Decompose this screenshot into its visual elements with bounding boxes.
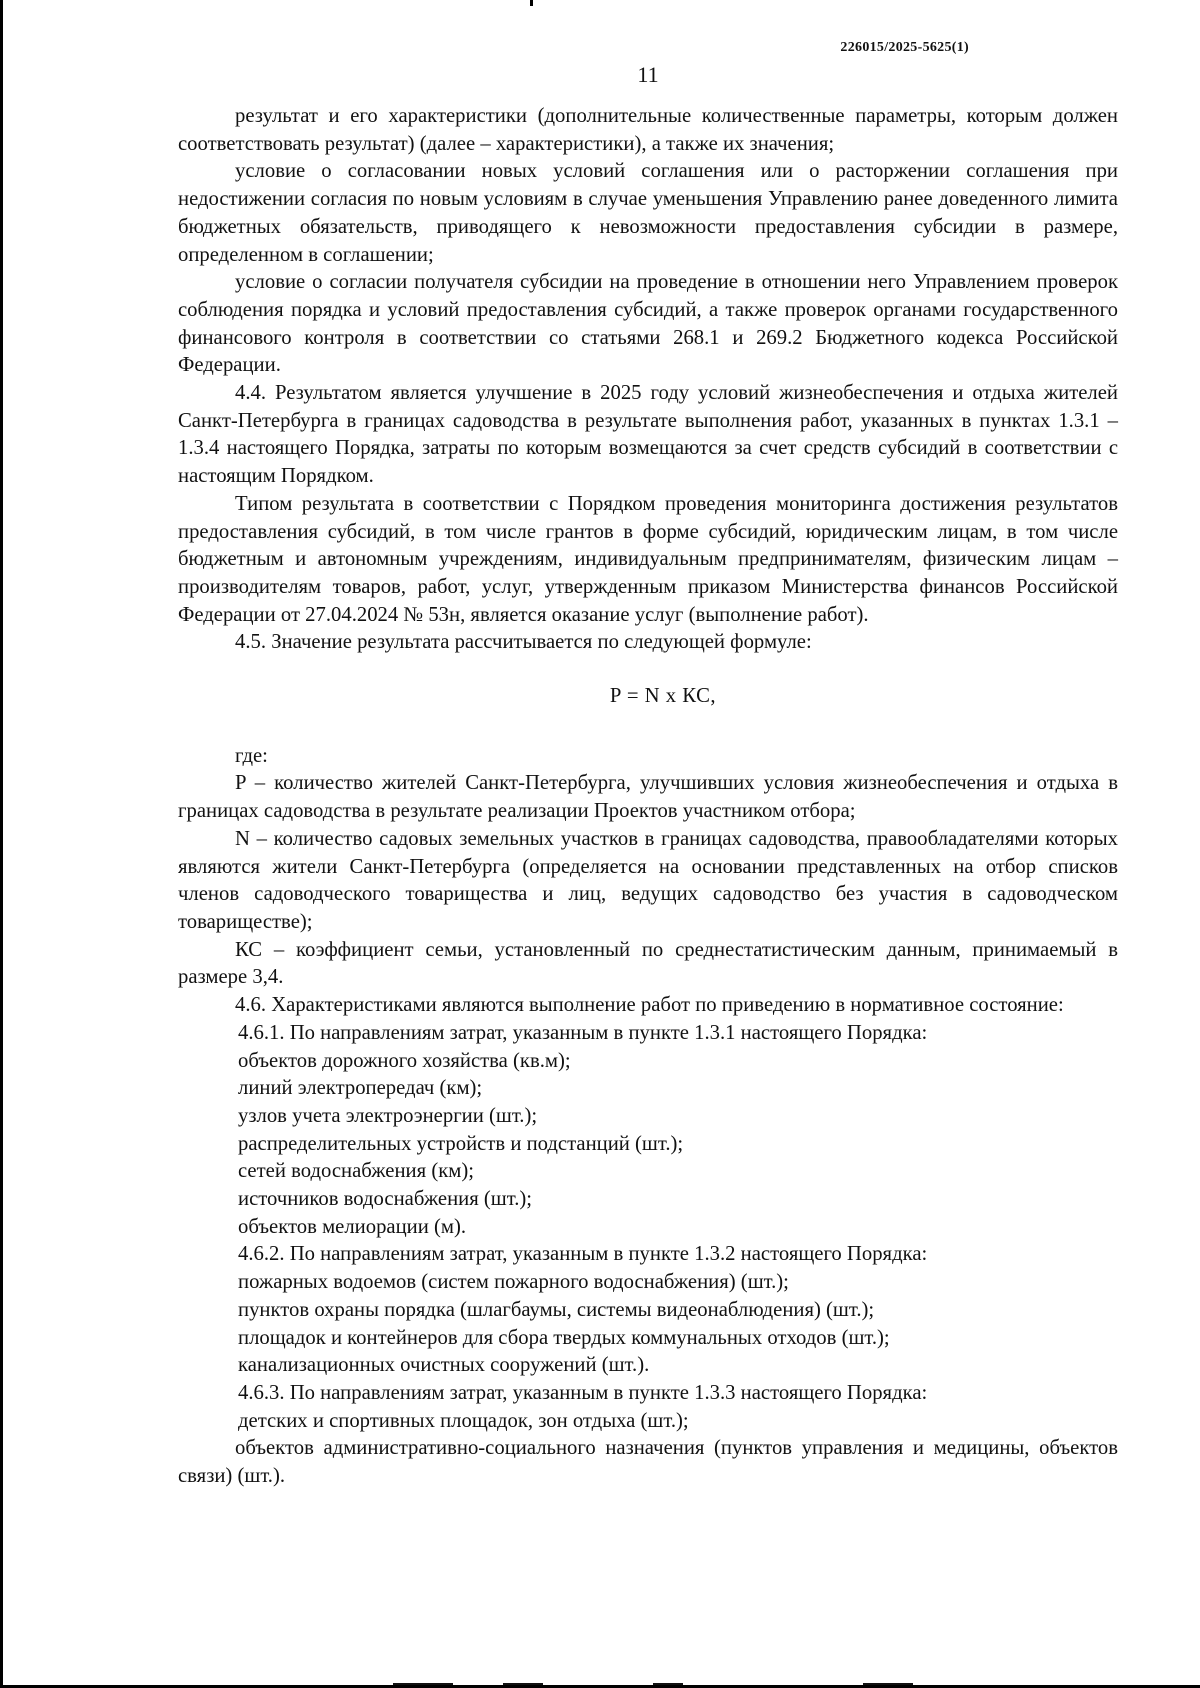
final-paragraph: объектов административно-социального назначения (пунктов управления и медицины, объектов связи) (шт.). xyxy=(178,1437,1118,1488)
section-title-4-6-2: 4.6.2. По направлениям затрат, указанным в пункте 1.3.2 настоящего Порядка: xyxy=(238,1243,928,1266)
paragraph: результат и его характеристики (дополнительные количественные параметры, которым должен соответствовать результат) (далее – характеристики), а также их значения; xyxy=(178,105,1118,155)
list-item: площадок и контейнеров для сбора твердых коммунальных отходов (шт.); xyxy=(238,1326,890,1349)
scan-mark xyxy=(863,1683,913,1685)
scan-mark xyxy=(653,1683,683,1685)
paragraph-4-5: 4.5. Значение результата рассчитывается по следующей формуле: xyxy=(235,631,812,654)
list-item: объектов дорожного хозяйства (кв.м); xyxy=(238,1049,571,1072)
section-title-4-6-1: 4.6.1. По направлениям затрат, указанным в пункте 1.3.1 настоящего Порядка: xyxy=(238,1021,928,1044)
definition-n: N – количество садовых земельных участков в границах садоводства, правообладателями которых являются жители Санкт-Петербурга (определяется на основании представленных на отбор списков членов садоводческого товарищества и лиц, ведущих садоводство без участия в садоводческом товариществе); xyxy=(178,827,1118,933)
paragraph: условие о согласовании новых условий соглашения или о расторжении соглашения при недостижении согласия по новым условиям в случае уменьшения Управлению ранее доведенного лимита бюджетных обязательств, приводящего к невозможности предоставления субсидии в размере, определенном в соглашении; xyxy=(178,160,1118,266)
where-label: где: xyxy=(235,744,268,767)
paragraph-4-6: 4.6. Характеристиками являются выполнение работ по приведению в нормативное состояние: xyxy=(235,994,1064,1017)
list-item: пожарных водоемов (систем пожарного водоснабжения) (шт.); xyxy=(238,1271,789,1294)
list-item: детских и спортивных площадок, зон отдыха (шт.); xyxy=(238,1409,689,1432)
list-item: узлов учета электроэнергии (шт.); xyxy=(238,1104,538,1127)
document-number: 226015/2025-5625(1) xyxy=(840,40,969,55)
list-item: распределительных устройств и подстанций (шт.); xyxy=(238,1132,684,1155)
scan-bottom-marks xyxy=(393,1683,913,1688)
scan-mark xyxy=(530,0,533,6)
formula: P = N x КС, xyxy=(609,685,717,708)
document-body xyxy=(178,103,1118,1491)
list-item: линий электропередач (км); xyxy=(238,1077,483,1100)
page-number: 11 xyxy=(637,62,659,87)
list-item: пунктов охраны порядка (шлагбаумы, системы видеонаблюдения) (шт.); xyxy=(238,1298,875,1321)
list-item: канализационных очистных сооружений (шт.). xyxy=(238,1354,650,1377)
list-item: объектов мелиорации (м). xyxy=(238,1215,467,1238)
paragraph-4-4: 4.4. Результатом является улучшение в 2025 году условий жизнеобеспечения и отдыха жителей Санкт-Петербурга в границах садоводства в результате выполнения работ, указанных в пунктах 1.3.1 – 1.3.4 настоящего Порядка, затраты по которым возмещаются за счет средств субсидий в соответствии с настоящим Порядком. xyxy=(178,382,1118,488)
list-item: источников водоснабжения (шт.); xyxy=(238,1188,533,1211)
definition-p: P – количество жителей Санкт-Петербурга, улучшивших условия жизнеобеспечения и отдыха в границах садоводства в результате реализации Проектов участником отбора; xyxy=(178,772,1118,823)
scan-mark xyxy=(503,1683,543,1685)
paragraph: Типом результата в соответствии с Порядком проведения мониторинга достижения результатов предоставления субсидий, в том числе грантов в форме субсидий, юридическим лицам, в том числе бюджетным и автономным учреждениям, индивидуальным предпринимателям, физическим лицам – производителям товаров, работ, услуг, утвержденным приказом Министерства финансов Российской Федерации от 27.04.2024 № 53н, является оказание услуг (выполнение работ). xyxy=(178,492,1118,626)
scan-mark xyxy=(393,1683,453,1685)
paragraph: условие о согласии получателя субсидии на проведение в отношении него Управлением проверок соблюдения порядка и условий предоставления субсидий, а также проверок органами государственного финансового контроля в соответствии со статьями 268.1 и 269.2 Бюджетного кодекса Российской Федерации. xyxy=(178,271,1118,377)
list-item: сетей водоснабжения (км); xyxy=(238,1160,474,1183)
definition-ks: КС – коэффициент семьи, установленный по среднестатистическим данным, принимаемый в размере 3,4. xyxy=(178,938,1118,989)
section-title-4-6-3: 4.6.3. По направлениям затрат, указанным в пункте 1.3.3 настоящего Порядка: xyxy=(238,1381,928,1404)
